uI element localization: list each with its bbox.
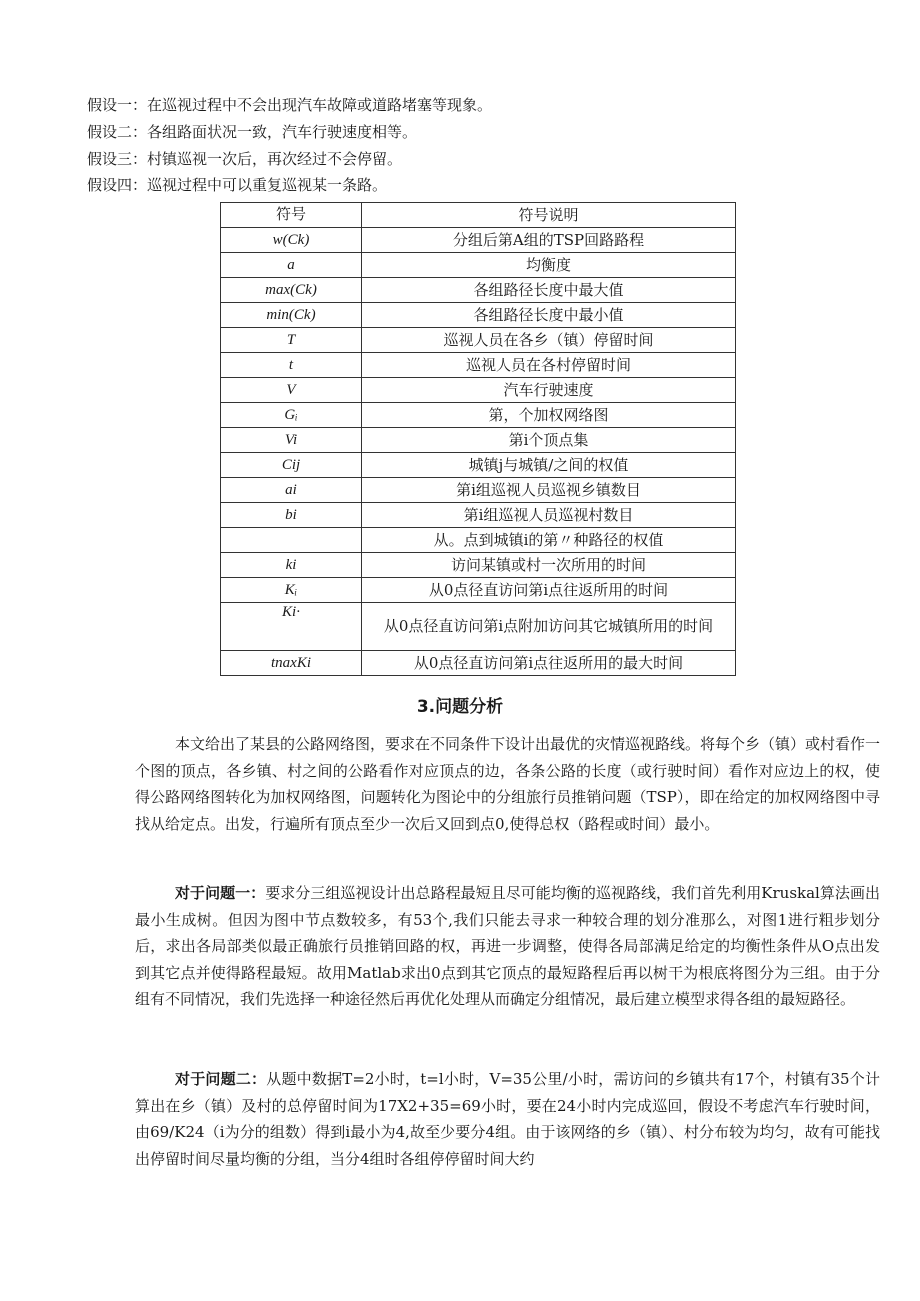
table-row (221, 328, 736, 353)
paragraph-intro: 本文给出了某县的公路网络图，要求在不同条件下设计出最优的灾情巡视路线。将每个乡（镇）或村看作一个图的顶点，各乡镇、村之间的公路看作对应顶点的边，各条公路的长度（或行驶时间）看作对应边上的权，使得公路网络图转化为加权网络图，问题转化为图论中的分组旅行员推销问题（TSP），即在给定的加权网络图中寻找从给定点。出发，行遍所有顶点至少一次后又回到点0,使得总权（路程或时间）最小。 (135, 735, 881, 833)
description-cell: 从0点径直访问第i点往返所用的时间 (362, 578, 736, 603)
question-2-text: 从题中数据T=2小时，t=l小时，V=35公里/小时，需访问的乡镇共有17个，村镇有35个计算出在乡（镇）及村的总停留时间为17X2+35=69小时，要在24小时内完成巡回，假设不考虑汽车行驶时间，由69/K24（i为分的组数）得到i最小为4,故至少要分4组。由于该网络的乡（镇）、村分布较为均匀，故有可能找出停留时间尽量均衡的分组，当分4组时各组停停留时间大约 (135, 1070, 880, 1168)
question-1-text: 要求分三组巡视设计出总路程最短且尽可能均衡的巡视路线，我们首先利用Kruskal算法画出最小生成树。但因为图中节点数较多，有53个,我们只能去寻求一种较合理的划分准那么，对图1进行粗步划分后，求出各局部类似最正确旅行员推销回路的权，再进一步调整，使得各局部满足给定的均衡性条件从O点出发到其它点并使得路程最短。故用Matlab求出0点到其它顶点的最短路程后再以树干为根底将图分为三组。由于分组有不同情况，我们先选择一种途径然后再优化处理从而确定分组情况，最后建立模型求得各组的最短路径。 (135, 884, 880, 1008)
description-cell: 巡视人员在各乡（镇）停留时间 (362, 328, 736, 353)
section-heading: 3.问题分析 (416, 697, 504, 717)
symbol-cell: V (221, 378, 362, 403)
symbol-cell: max(Ck) (221, 278, 362, 303)
description-cell: 从0点径直访问第i点附加访问其它城镇所用的时间 (362, 603, 736, 651)
question-1-lead: 对于问题一： (175, 884, 266, 902)
symbol-cell: min(Ck) (221, 303, 362, 328)
table-row (221, 453, 736, 478)
table-row (221, 228, 736, 253)
assumption-1: 假设一：在巡视过程中不会出现汽车故障或道路堵塞等现象。 (87, 96, 493, 114)
paragraph-question-2 (135, 1066, 880, 1172)
symbol-cell: Kᵢ (221, 578, 362, 603)
symbol-cell: T (221, 328, 362, 353)
description-cell: 分组后第A组的TSP回路路程 (362, 228, 736, 253)
description-cell: 各组路径长度中最小值 (362, 303, 736, 328)
table-row (221, 303, 736, 328)
symbol-cell: bi (221, 503, 362, 528)
table-row (221, 578, 736, 603)
symbol-table (220, 202, 736, 676)
assumption-4: 假设四：巡视过程中可以重复巡视某一条路。 (87, 176, 388, 194)
table-header-row (221, 203, 736, 228)
table-row (221, 278, 736, 303)
table-row (221, 603, 736, 651)
assumption-3: 假设三：村镇巡视一次后，再次经过不会停留。 (87, 150, 403, 168)
description-cell: 第i组巡视人员巡视乡镇数目 (362, 478, 736, 503)
table-row (221, 353, 736, 378)
description-cell: 各组路径长度中最大值 (362, 278, 736, 303)
symbol-cell: w(Ck) (221, 228, 362, 253)
symbol-cell: Ki· (221, 603, 362, 651)
description-cell: 汽车行驶速度 (362, 378, 736, 403)
table-row (221, 253, 736, 278)
description-cell: 城镇j与城镇/之间的权值 (362, 453, 736, 478)
assumption-2: 假设二：各组路面状况一致，汽车行驶速度相等。 (87, 123, 418, 141)
table-row (221, 428, 736, 453)
table-row (221, 553, 736, 578)
description-cell: 第i组巡视人员巡视村数目 (362, 503, 736, 528)
description-cell: 从0点径直访问第i点往返所用的最大时间 (362, 651, 736, 676)
symbol-cell: a (221, 253, 362, 278)
description-cell: 均衡度 (362, 253, 736, 278)
description-cell: 第，个加权网络图 (362, 403, 736, 428)
description-cell: 从。点到城镇i的第〃种路径的权值 (362, 528, 736, 553)
symbol-cell: tnaxKi (221, 651, 362, 676)
description-cell: 巡视人员在各村停留时间 (362, 353, 736, 378)
table-row (221, 378, 736, 403)
symbol-cell: ki (221, 553, 362, 578)
table-row (221, 478, 736, 503)
table-row (221, 528, 736, 553)
table-row (221, 651, 736, 676)
paragraph-question-1 (135, 880, 880, 1013)
symbol-cell: t (221, 353, 362, 378)
symbol-cell: Vi (221, 428, 362, 453)
table-row (221, 503, 736, 528)
symbol-cell (221, 528, 362, 553)
header-symbol: 符号 (221, 203, 362, 228)
description-cell: 第i个顶点集 (362, 428, 736, 453)
question-2-lead: 对于问题二： (175, 1070, 267, 1088)
symbol-cell: Gᵢ (221, 403, 362, 428)
symbol-cell: Cij (221, 453, 362, 478)
description-cell: 访问某镇或村一次所用的时间 (362, 553, 736, 578)
symbol-cell: ai (221, 478, 362, 503)
header-description: 符号说明 (362, 203, 736, 228)
table-row (221, 403, 736, 428)
